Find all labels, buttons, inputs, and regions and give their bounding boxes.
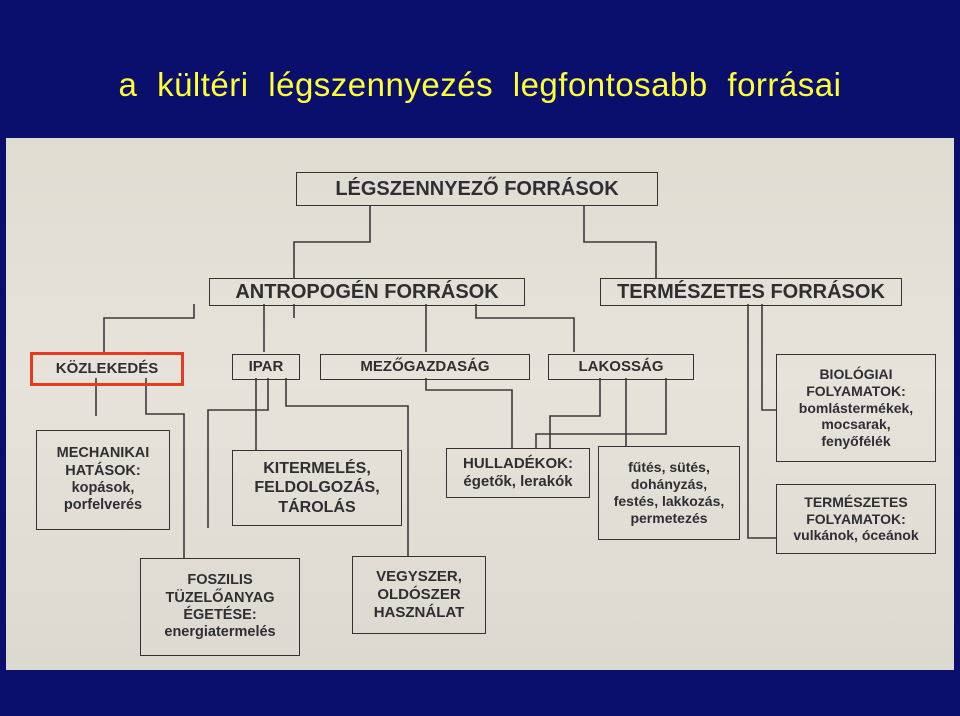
chemicals-line-3: HASZNÁLAT [373, 604, 465, 621]
household-line-1: fűtés, sütés, [628, 459, 710, 476]
biological-line-1: BIOLÓGIAI [819, 366, 893, 382]
extraction-line-2: FELDOLGOZÁS, [254, 479, 380, 497]
fossil-line-1: FOSZILIS [187, 572, 253, 589]
mechanical-line-4: porfelverés [63, 497, 143, 514]
extraction-box [232, 450, 402, 526]
slide-title: a kültéri légszennyezés legfontosabb forrásai [118, 66, 842, 103]
chemicals-line-2: OLDÓSZER [377, 586, 461, 603]
diagram-photo [6, 138, 954, 670]
biological-line-2: FOLYAMATOK: [806, 382, 906, 399]
mechanical-line-3: kopások, [71, 480, 135, 496]
transport-label: KÖZLEKEDÉS [55, 360, 159, 377]
extraction-line-3: TÁROLÁS [278, 498, 356, 516]
root-box [296, 172, 658, 206]
industry-label: IPAR [248, 358, 284, 375]
fossil-line-3: ÉGETÉSE: [183, 607, 257, 623]
agriculture-box [320, 354, 530, 380]
natural-processes-line-3: vulkánok, óceánok [793, 527, 919, 544]
natural-processes-box [776, 484, 936, 554]
mechanical-line-2: HATÁSOK: [65, 462, 141, 479]
household-line-3: festés, lakkozás, [613, 493, 725, 509]
biological-box [776, 354, 936, 462]
chemicals-line-1: VEGYSZER, [376, 568, 462, 585]
waste-box [446, 448, 590, 498]
mechanical-line-1: MECHANIKAI [56, 445, 150, 462]
waste-line-2: égetők, lerakók [463, 473, 573, 490]
mechanical-box [36, 430, 170, 530]
industry-box [232, 354, 300, 380]
population-box [548, 354, 694, 380]
biological-line-5: fenyőfélék [821, 433, 891, 450]
chemicals-box [352, 556, 486, 634]
biological-line-4: mocsarak, [821, 416, 891, 433]
natural-label: TERMÉSZETES FORRÁSOK [617, 281, 885, 303]
fossil-line-2: TÜZELŐANYAG [165, 589, 275, 606]
natural-processes-line-2: FOLYAMATOK: [806, 510, 906, 527]
root-label: LÉGSZENNYEZŐ FORRÁSOK [335, 178, 619, 200]
household-box [598, 446, 740, 540]
fossil-line-4: energiatermelés [164, 624, 276, 641]
household-line-4: permetezés [630, 509, 708, 526]
household-line-2: dohányzás, [630, 476, 708, 493]
extraction-line-1: KITERMELÉS, [263, 460, 371, 478]
waste-line-1: HULLADÉKOK: [463, 455, 573, 472]
natural-box [600, 278, 902, 306]
natural-processes-line-1: TERMÉSZETES [804, 493, 908, 510]
transport-box [30, 352, 184, 386]
anthropogenic-box [209, 278, 525, 306]
anthropogenic-label: ANTROPOGÉN FORRÁSOK [235, 281, 499, 303]
bottom-bar [0, 672, 960, 716]
agriculture-label: MEZŐGAZDASÁG [360, 358, 490, 375]
population-label: LAKOSSÁG [578, 358, 664, 375]
biological-line-3: bomlástermékek, [798, 399, 914, 416]
fossil-box [140, 558, 300, 656]
